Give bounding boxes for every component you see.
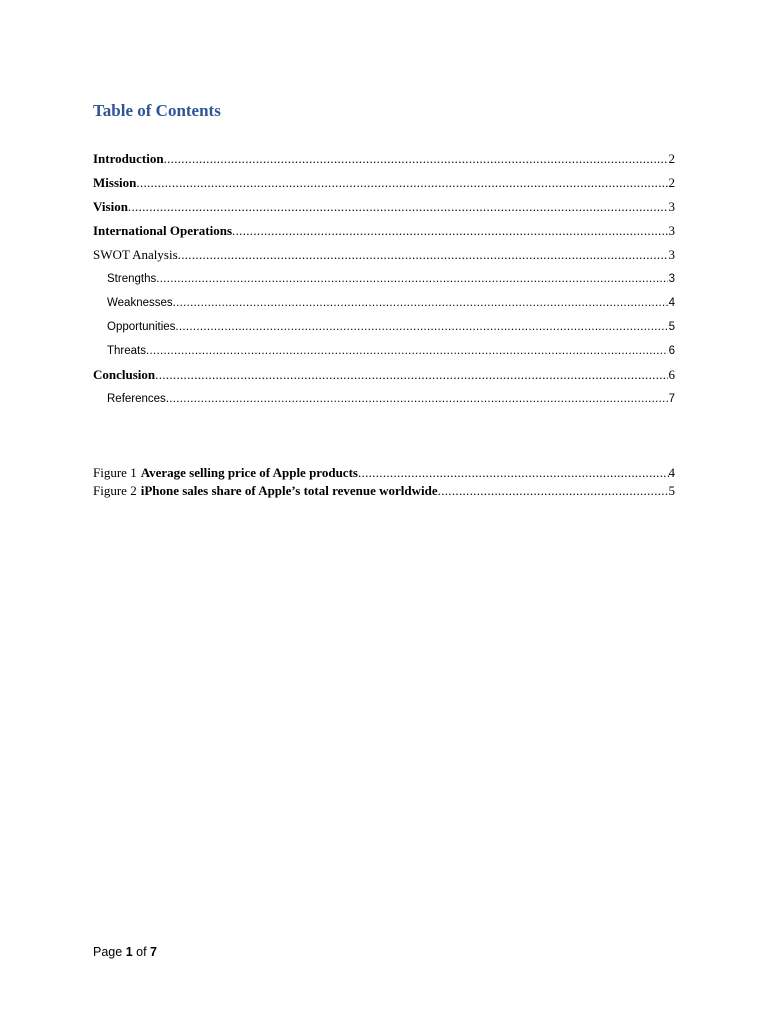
toc-leader-dots (155, 363, 667, 387)
footer-current-page: 1 (125, 945, 133, 959)
toc-entry-label: Mission (93, 175, 137, 190)
footer-page-word: Page (93, 945, 123, 959)
toc-entry-page: 3 (668, 199, 675, 214)
toc-entry-page: 6 (668, 345, 675, 357)
table-of-figures (93, 464, 675, 500)
footer-total-pages: 7 (150, 945, 157, 959)
toc-leader-dots (178, 243, 668, 267)
toc-entry-page: 3 (668, 273, 675, 285)
toc-entry-mission[interactable] (93, 171, 675, 195)
toc-entry-label: References (107, 393, 166, 405)
toc-leader-dots (175, 315, 667, 339)
toc-entry-page: 3 (668, 247, 675, 262)
figure-caption: Average selling price of Apple products (140, 465, 358, 480)
toc-entry-page: 3 (668, 223, 675, 238)
toc-entry-opportunities[interactable] (93, 315, 675, 339)
toc-entry-strengths[interactable] (93, 267, 675, 291)
toc-entry-vision[interactable] (93, 195, 675, 219)
toc-entry-conclusion[interactable] (93, 363, 675, 387)
footer-of-word: of (136, 945, 147, 959)
toc-entry-page: 7 (668, 393, 675, 405)
toc-entry-page: 6 (668, 367, 675, 382)
toc-list (93, 147, 675, 411)
figure-prefix: Figure 1 (93, 465, 137, 480)
toc-leader-dots (232, 219, 667, 243)
toc-entry-page: 2 (668, 175, 675, 190)
toc-entry-label: Introduction (93, 151, 164, 166)
toc-entry-label: Weaknesses (107, 297, 173, 309)
figure-caption: iPhone sales share of Apple’s total revenue worldwide (140, 483, 438, 498)
toc-entry-label: Strengths (107, 273, 157, 285)
toc-entry-introduction[interactable] (93, 147, 675, 171)
toc-entry-references[interactable] (93, 387, 675, 411)
toc-entry-swot-analysis[interactable] (93, 243, 675, 267)
toc-heading: Table of Contents (93, 101, 221, 120)
toc-entry-label: SWOT Analysis (93, 247, 178, 262)
figure-leader-dots (438, 482, 669, 500)
figure-leader-dots (358, 464, 669, 482)
figure-entry-2[interactable] (93, 482, 675, 500)
toc-leader-dots (146, 339, 668, 363)
toc-entry-label: Conclusion (93, 367, 156, 382)
toc-entry-weaknesses[interactable] (93, 291, 675, 315)
toc-leader-dots (136, 171, 667, 195)
toc-leader-dots (164, 147, 668, 171)
toc-entry-label: International Operations (93, 223, 233, 238)
page-footer (93, 945, 157, 959)
figure-page: 4 (668, 465, 675, 480)
toc-entry-international-operations[interactable] (93, 219, 675, 243)
toc-entry-page: 2 (668, 151, 675, 166)
figure-prefix: Figure 2 (93, 483, 137, 498)
toc-leader-dots (173, 291, 668, 315)
toc-leader-dots (166, 387, 668, 411)
toc-entry-page: 4 (668, 297, 675, 309)
figure-page: 5 (668, 483, 675, 498)
toc-leader-dots (128, 195, 668, 219)
toc-entry-label: Threats (107, 345, 146, 357)
toc-entry-label: Opportunities (107, 321, 176, 333)
toc-entry-threats[interactable] (93, 339, 675, 363)
toc-entry-label: Vision (93, 199, 128, 214)
toc-entry-page: 5 (668, 321, 675, 333)
toc-leader-dots (156, 267, 667, 291)
figure-entry-1[interactable] (93, 464, 675, 482)
